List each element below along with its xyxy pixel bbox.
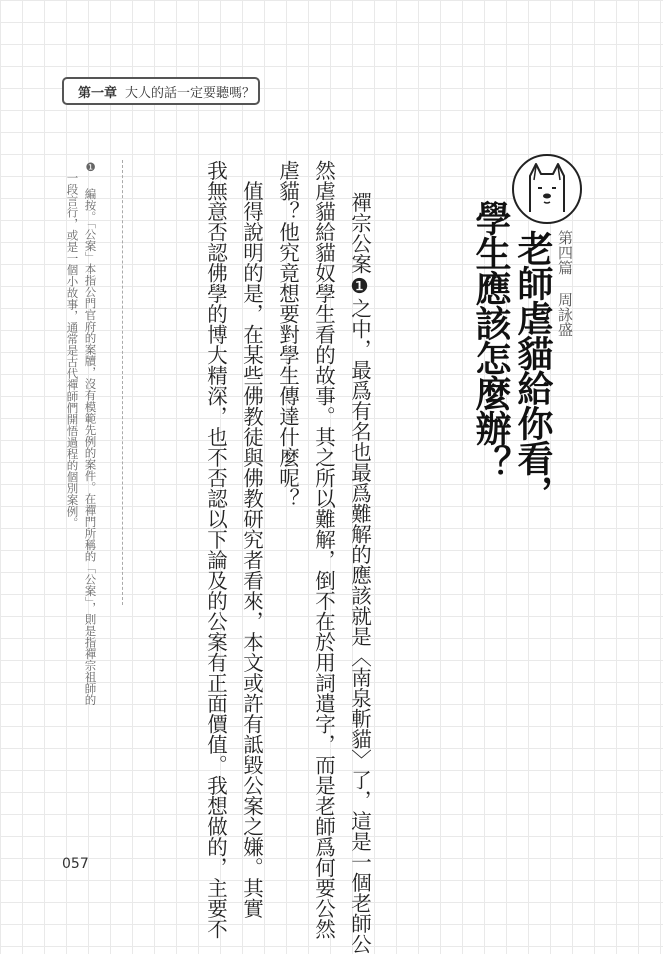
chapter-number: 第一章 — [78, 85, 118, 101]
author-name: 周詠盛 — [556, 292, 574, 337]
article-title-line-2: 學生應該怎麼辦？ — [470, 200, 511, 480]
body-line-2: 然虐貓給貓奴學生看的故事。其之所以難解，倒不在於用詞遣字，而是老師爲何要公然 — [311, 160, 336, 939]
body-line-4: 值得說明的是，在某些佛教徒與佛教研究者看來，本文或許有詆毀公案之嫌。其實 — [239, 160, 264, 919]
footnote-divider — [122, 160, 123, 605]
footnote-line-2: 一段言行，或是一個小故事，通常是古代禪師們開悟過程的個別案例。 — [65, 172, 80, 529]
page-number: 057 — [62, 856, 89, 872]
article-title-line-1: 老師虐貓給你看， — [512, 230, 553, 510]
dog-mascot-icon — [510, 152, 584, 226]
body-line-1: 禪宗公案❶之中，最爲有名也最爲難解的應該就是〈南泉斬貓〉了，這是一個老師公 — [347, 192, 372, 954]
series-label: 第四篇 — [556, 230, 574, 275]
footnote-line-1: ❶ 編按。「公案」本指公門官府的案牘，沒有模範先例的案件。在禪門所稱的「公案」，則是指禪宗祖師的 — [83, 160, 98, 706]
chapter-header-tab — [62, 77, 260, 105]
chapter-title: 大人的話一定要聽嗎？ — [125, 85, 256, 101]
body-line-3: 虐貓？他究竟想要對學生傳達什麼呢？ — [275, 160, 300, 509]
body-line-5: 我無意否認佛學的博大精深，也不否認以下論及的公案有正面價值。我想做的，主要不 — [203, 160, 228, 939]
